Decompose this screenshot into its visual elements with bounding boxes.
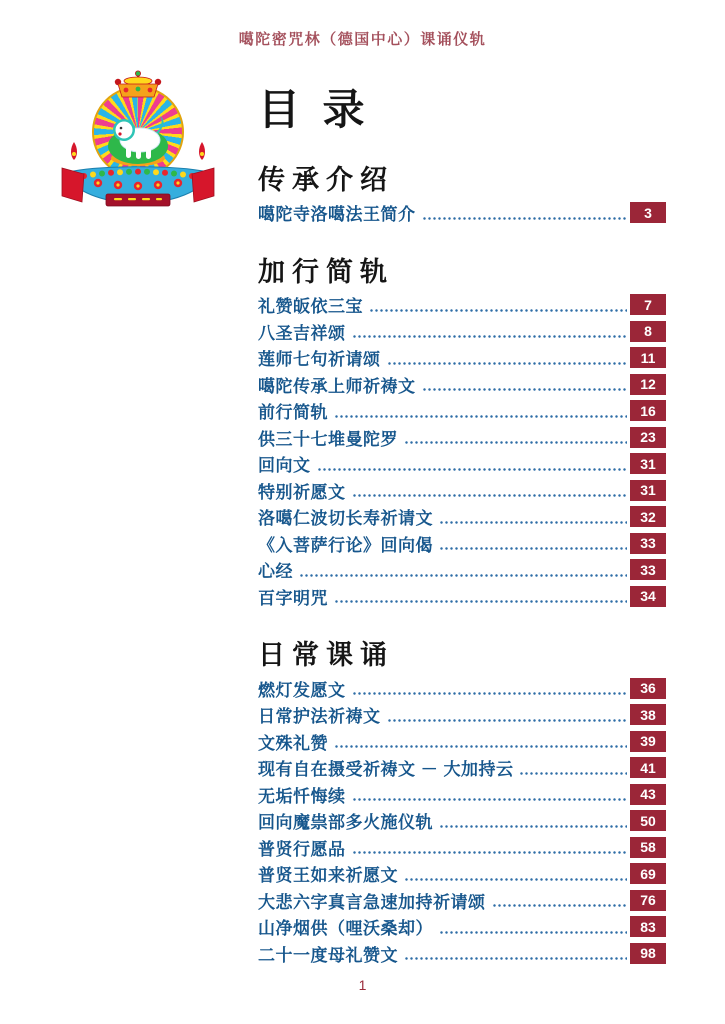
toc-page-number-badge[interactable]: 41 <box>630 757 666 778</box>
section-heading: 传承介绍 <box>258 165 394 196</box>
dotted-leader <box>334 599 627 604</box>
toc-entry-label: 前行简轨 <box>258 403 328 423</box>
dotted-leader <box>422 387 628 392</box>
toc-page-number-badge[interactable]: 31 <box>630 453 666 474</box>
toc-page-number-badge[interactable]: 32 <box>630 506 666 527</box>
toc-entry-label: 莲师七句祈请颂 <box>258 350 381 370</box>
toc-page-number-badge[interactable]: 7 <box>630 294 666 315</box>
toc-entry-row[interactable] <box>258 887 666 914</box>
toc-entry-row[interactable] <box>258 781 666 808</box>
section-rows <box>258 675 666 967</box>
toc-page-number-badge[interactable]: 83 <box>630 916 666 937</box>
dotted-leader <box>369 308 627 313</box>
dotted-leader <box>352 850 628 855</box>
toc-entry-label: 山净烟供（哩沃桑却） <box>258 919 433 939</box>
toc-entry-row[interactable] <box>258 424 666 451</box>
toc-page-number-badge[interactable]: 11 <box>630 347 666 368</box>
toc-page-number-badge[interactable]: 43 <box>630 784 666 805</box>
dotted-leader <box>422 216 628 221</box>
toc-entry-label: 二十一度母礼赞文 <box>258 945 398 965</box>
page-title: 目 录 <box>258 88 371 134</box>
emblem-art-icon <box>60 70 220 212</box>
toc-entry-label: 噶陀传承上师祈祷文 <box>258 376 416 396</box>
toc-page-number-badge[interactable]: 98 <box>630 943 666 964</box>
toc-page-number-badge[interactable]: 31 <box>630 480 666 501</box>
toc-entry-row[interactable] <box>258 940 666 967</box>
toc-page-number-badge[interactable]: 50 <box>630 810 666 831</box>
toc-entry-row[interactable] <box>258 371 666 398</box>
toc-entry-label: 心经 <box>258 562 293 582</box>
dotted-leader <box>404 956 627 961</box>
dotted-leader <box>519 771 627 776</box>
toc-entry-row[interactable] <box>258 728 666 755</box>
toc-page-number-badge[interactable]: 23 <box>630 427 666 448</box>
toc-entry-row[interactable] <box>258 450 666 477</box>
toc-entry-row[interactable] <box>258 675 666 702</box>
toc-entry-row[interactable] <box>258 344 666 371</box>
dotted-leader <box>352 334 628 339</box>
toc-page-number-badge[interactable]: 33 <box>630 533 666 554</box>
toc-entry-row[interactable] <box>258 530 666 557</box>
dotted-leader <box>404 440 627 445</box>
toc-entry-label: 无垢忏悔续 <box>258 786 346 806</box>
dotted-leader <box>334 744 627 749</box>
section-heading: 日常课诵 <box>258 640 394 671</box>
dotted-leader <box>352 493 628 498</box>
toc-entry-row[interactable] <box>258 200 666 227</box>
toc-section <box>258 164 666 226</box>
toc-page-number-badge[interactable]: 16 <box>630 400 666 421</box>
toc-page-number-badge[interactable]: 3 <box>630 202 666 223</box>
dotted-leader <box>439 546 627 551</box>
toc-entry-label: 回向魔祟部多火施仪轨 <box>258 813 433 833</box>
dotted-leader <box>387 361 628 366</box>
toc-entry-label: 普贤行愿品 <box>258 839 346 859</box>
toc-entry-row[interactable] <box>258 913 666 940</box>
toc-page-number-badge[interactable]: 36 <box>630 678 666 699</box>
toc-entry-row[interactable] <box>258 503 666 530</box>
toc-entry-row[interactable] <box>258 556 666 583</box>
toc-entry-row[interactable] <box>258 701 666 728</box>
toc-page-number-badge[interactable]: 38 <box>630 704 666 725</box>
toc-page-number-badge[interactable]: 76 <box>630 890 666 911</box>
dotted-leader <box>334 414 627 419</box>
dotted-leader <box>439 930 627 935</box>
toc-page-number-badge[interactable]: 33 <box>630 559 666 580</box>
toc-entry-label: 礼赞皈依三宝 <box>258 297 363 317</box>
dotted-leader <box>404 877 627 882</box>
dotted-leader <box>387 718 628 723</box>
toc-sections <box>258 164 666 966</box>
toc-page-number-badge[interactable]: 34 <box>630 586 666 607</box>
toc-page-number-badge[interactable]: 8 <box>630 321 666 342</box>
toc-entry-row[interactable] <box>258 291 666 318</box>
toc-entry-row[interactable] <box>258 834 666 861</box>
toc-entry-label: 特别祈愿文 <box>258 482 346 502</box>
dotted-leader <box>492 903 628 908</box>
footer-page-number: 1 <box>358 977 367 993</box>
toc-entry-row[interactable] <box>258 860 666 887</box>
toc-page-number-badge[interactable]: 69 <box>630 863 666 884</box>
section-rows <box>258 200 666 227</box>
toc-section <box>258 256 666 609</box>
toc-entry-label: 回向文 <box>258 456 311 476</box>
dotted-leader <box>439 520 627 525</box>
dotted-leader <box>299 573 627 578</box>
section-rows <box>258 291 666 609</box>
toc-entry-label: 噶陀寺洛噶法王简介 <box>258 205 416 225</box>
toc-entry-label: 百字明咒 <box>258 588 328 608</box>
dotted-leader <box>352 691 628 696</box>
toc-entry-row[interactable] <box>258 583 666 610</box>
toc-entry-label: 普贤王如来祈愿文 <box>258 866 398 886</box>
toc-page-number-badge[interactable]: 39 <box>630 731 666 752</box>
section-heading: 加行简轨 <box>258 257 394 288</box>
toc-main <box>258 88 666 996</box>
toc-entry-row[interactable] <box>258 318 666 345</box>
toc-entry-row[interactable] <box>258 477 666 504</box>
toc-entry-label: 八圣吉祥颂 <box>258 323 346 343</box>
toc-page-number-badge[interactable]: 12 <box>630 374 666 395</box>
toc-entry-label: 现有自在摄受祈祷文 － 大加持云 <box>258 760 514 780</box>
toc-entry-label: 日常护法祈祷文 <box>258 707 381 727</box>
toc-section <box>258 639 666 966</box>
toc-entry-row[interactable] <box>258 807 666 834</box>
toc-entry-row[interactable] <box>258 754 666 781</box>
dotted-leader <box>352 797 628 802</box>
document-header-title: 噶陀密咒林（德国中心）课诵仪轨 <box>238 31 487 48</box>
dotted-leader <box>317 467 628 472</box>
toc-page-number-badge[interactable]: 58 <box>630 837 666 858</box>
toc-entry-row[interactable] <box>258 397 666 424</box>
toc-entry-label: 文殊礼赞 <box>258 733 328 753</box>
toc-entry-label: 大悲六字真言急速加持祈请颂 <box>258 892 486 912</box>
dotted-leader <box>439 824 627 829</box>
toc-entry-label: 洛噶仁波切长寿祈请文 <box>258 509 433 529</box>
toc-entry-label: 燃灯发愿文 <box>258 680 346 700</box>
kathok-emblem-logo <box>60 70 220 212</box>
toc-entry-label: 供三十七堆曼陀罗 <box>258 429 398 449</box>
toc-entry-label: 《入菩萨行论》回向偈 <box>258 535 433 555</box>
